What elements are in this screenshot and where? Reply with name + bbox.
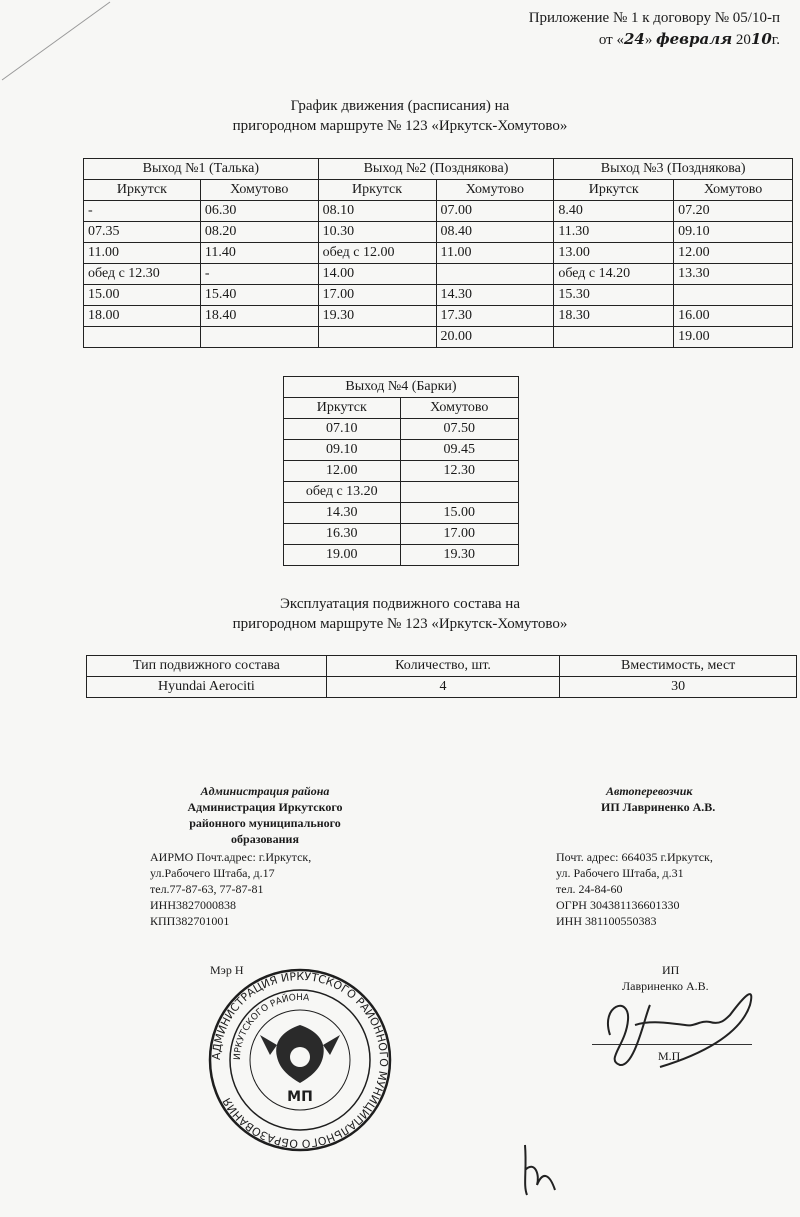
exit-3-col-irkutsk: Иркутск xyxy=(554,180,674,201)
table-cell: 18.00 xyxy=(84,306,201,327)
right-signer-title: ИП xyxy=(662,963,680,977)
header-capacity: Вместимость, мест xyxy=(560,656,797,677)
exit-2-col-irkutsk: Иркутск xyxy=(318,180,436,201)
table-cell: обед с 14.20 xyxy=(554,264,674,285)
table-row xyxy=(284,461,519,482)
vehicle-capacity: 30 xyxy=(560,677,797,698)
table-cell: 09.10 xyxy=(284,440,401,461)
table-cell: 11.00 xyxy=(436,243,554,264)
table-cell: 15.00 xyxy=(84,285,201,306)
table-cell: 19.30 xyxy=(400,545,518,566)
table-cell: 07.50 xyxy=(400,419,518,440)
appendix-month: февраля xyxy=(656,30,733,48)
stamp-center-text: МП xyxy=(287,1089,313,1105)
right-party-phone: тел. 24-84-60 xyxy=(556,882,623,896)
header-vehicle-type: Тип подвижного состава xyxy=(87,656,327,677)
table-cell: - xyxy=(84,201,201,222)
right-party-name: ИП Лавриненко А.В. xyxy=(601,800,716,814)
table-cell: 18.40 xyxy=(200,306,318,327)
table-cell: 08.40 xyxy=(436,222,554,243)
appendix-year: 10 xyxy=(750,30,772,48)
right-seal-place: М.П. xyxy=(658,1049,684,1063)
right-party-address-1: Почт. адрес: 664035 г.Иркутск, xyxy=(556,850,713,864)
table-cell xyxy=(200,327,318,348)
table-cell: 11.30 xyxy=(554,222,674,243)
table-cell: - xyxy=(200,264,318,285)
operation-title: Эксплуатация подвижного состава на пригородном маршруте № 123 «Иркутск-Хомутово» xyxy=(232,596,568,632)
exit-1-title: Выход №1 (Талька) xyxy=(84,159,319,180)
table-cell: 16.30 xyxy=(284,524,401,545)
stamp-inner-text: ИРКУТСКОГО РАЙОНА xyxy=(232,992,310,1061)
table-cell: 12.00 xyxy=(674,243,793,264)
table-cell: 07.10 xyxy=(284,419,401,440)
table-cell: обед с 13.20 xyxy=(284,482,401,503)
header-quantity: Количество, шт. xyxy=(326,656,560,677)
table-cell: 19.00 xyxy=(284,545,401,566)
exit-3-title: Выход №3 (Позднякова) xyxy=(554,159,793,180)
left-party-block xyxy=(150,783,380,929)
right-party-role: Автоперевозчик xyxy=(606,784,693,798)
table-cell: 18.30 xyxy=(554,306,674,327)
exit-1-col-irkutsk: Иркутск xyxy=(84,180,201,201)
right-signer-name: Лавриненко А.В. xyxy=(622,979,709,993)
table-row xyxy=(84,222,793,243)
table-cell: 13.00 xyxy=(554,243,674,264)
left-party-name-1: Администрация Иркутского xyxy=(187,800,343,814)
scan-artifact-line xyxy=(0,0,120,90)
left-party-signer: Мэр Н xyxy=(210,963,244,977)
table-row xyxy=(284,503,519,524)
exit-4-col-khomutovo: Хомутово xyxy=(400,398,518,419)
table-cell: 20.00 xyxy=(436,327,554,348)
table-cell: 08.20 xyxy=(200,222,318,243)
table-row xyxy=(284,482,519,503)
table-cell xyxy=(674,285,793,306)
table-cell: 19.30 xyxy=(318,306,436,327)
table-cell: 14.30 xyxy=(436,285,554,306)
table-cell: 8.40 xyxy=(554,201,674,222)
table-cell: 07.35 xyxy=(84,222,201,243)
table-cell: 10.30 xyxy=(318,222,436,243)
table-cell xyxy=(84,327,201,348)
left-party-kpp: КПП382701001 xyxy=(150,914,230,928)
operation-header-row xyxy=(87,656,797,677)
appendix-line-1: Приложение № 1 к договору № 05/10-п xyxy=(528,10,780,26)
operation-data-row xyxy=(87,677,797,698)
schedule-title: График движения (расписания) на пригородном маршруте № 123 «Иркутск-Хомутово» xyxy=(232,98,568,134)
exit-1-col-khomutovo: Хомутово xyxy=(200,180,318,201)
table-cell: 16.00 xyxy=(674,306,793,327)
operation-table xyxy=(86,655,797,698)
stamp-outer-text: АДМИНИСТРАЦИЯ ИРКУТСКОГО РАЙОННОГО МУНИЦИПАЛЬНОГО ОБРАЗОВАНИЯ xyxy=(209,969,391,1151)
exit-2-title: Выход №2 (Позднякова) xyxy=(318,159,554,180)
exit-4-col-irkutsk: Иркутск xyxy=(284,398,401,419)
table-cell: 07.20 xyxy=(674,201,793,222)
table-cell: 15.00 xyxy=(400,503,518,524)
table-cell: 15.30 xyxy=(554,285,674,306)
appendix-day: 24 xyxy=(623,30,645,48)
vehicle-quantity: 4 xyxy=(326,677,560,698)
station-header-row xyxy=(84,180,793,201)
table-row xyxy=(284,419,519,440)
left-party-phone: тел.77-87-63, 77-87-81 xyxy=(150,882,264,896)
table-cell xyxy=(400,482,518,503)
exit4-title-row xyxy=(284,377,519,398)
exit-title-row xyxy=(84,159,793,180)
right-party-address-2: ул. Рабочего Штаба, д.31 xyxy=(556,866,684,880)
table-row xyxy=(84,327,793,348)
exit-4-title: Выход №4 (Барки) xyxy=(284,377,519,398)
left-party-address-1: АИРМО Почт.адрес: г.Иркутск, xyxy=(150,850,312,864)
table-cell: 17.00 xyxy=(318,285,436,306)
exit4-header-row xyxy=(284,398,519,419)
table-cell: 11.40 xyxy=(200,243,318,264)
right-party-block xyxy=(556,783,786,929)
table-cell: 12.00 xyxy=(284,461,401,482)
left-party-inn: ИНН3827000838 xyxy=(150,898,236,912)
table-row xyxy=(284,545,519,566)
table-row xyxy=(84,243,793,264)
table-cell: 08.10 xyxy=(318,201,436,222)
table-cell xyxy=(436,264,554,285)
table-cell: обед с 12.30 xyxy=(84,264,201,285)
table-row xyxy=(284,440,519,461)
appendix-header xyxy=(529,8,780,51)
table-cell: 07.00 xyxy=(436,201,554,222)
table-row xyxy=(84,264,793,285)
table-row xyxy=(84,306,793,327)
table-cell: 13.30 xyxy=(674,264,793,285)
exit-2-col-khomutovo: Хомутово xyxy=(436,180,554,201)
right-party-inn: ИНН 381100550383 xyxy=(556,914,657,928)
left-party-role: Администрация района xyxy=(200,784,330,798)
table-cell: 09.45 xyxy=(400,440,518,461)
left-party-name-3: образования xyxy=(231,832,299,846)
table-cell: 15.40 xyxy=(200,285,318,306)
table-row xyxy=(284,524,519,545)
table-cell: 17.30 xyxy=(436,306,554,327)
left-party-name-2: районного муниципального xyxy=(189,816,341,830)
table-cell: 09.10 xyxy=(674,222,793,243)
table-cell: 19.00 xyxy=(674,327,793,348)
eagle-emblem-icon xyxy=(260,1025,340,1083)
appendix-line-2: от «24» февраля 2010г. xyxy=(598,30,780,48)
handwritten-signature xyxy=(590,975,770,1075)
exit-3-col-khomutovo: Хомутово xyxy=(674,180,793,201)
exit4-table xyxy=(283,376,519,566)
table-cell: 17.00 xyxy=(400,524,518,545)
right-party-ogrn: ОГРН 304381136601330 xyxy=(556,898,680,912)
table-cell: 12.30 xyxy=(400,461,518,482)
handwritten-mark xyxy=(515,1140,565,1200)
vehicle-type: Hyundai Aerociti xyxy=(87,677,327,698)
table-cell: 06.30 xyxy=(200,201,318,222)
official-stamp xyxy=(205,965,395,1155)
table-cell: обед с 12.00 xyxy=(318,243,436,264)
table-cell: 14.30 xyxy=(284,503,401,524)
table-cell xyxy=(554,327,674,348)
left-party-address-2: ул.Рабочего Штаба, д.17 xyxy=(150,866,275,880)
schedule-table xyxy=(83,158,793,348)
table-cell xyxy=(318,327,436,348)
table-row xyxy=(84,201,793,222)
table-cell: 14.00 xyxy=(318,264,436,285)
table-row xyxy=(84,285,793,306)
table-cell: 11.00 xyxy=(84,243,201,264)
